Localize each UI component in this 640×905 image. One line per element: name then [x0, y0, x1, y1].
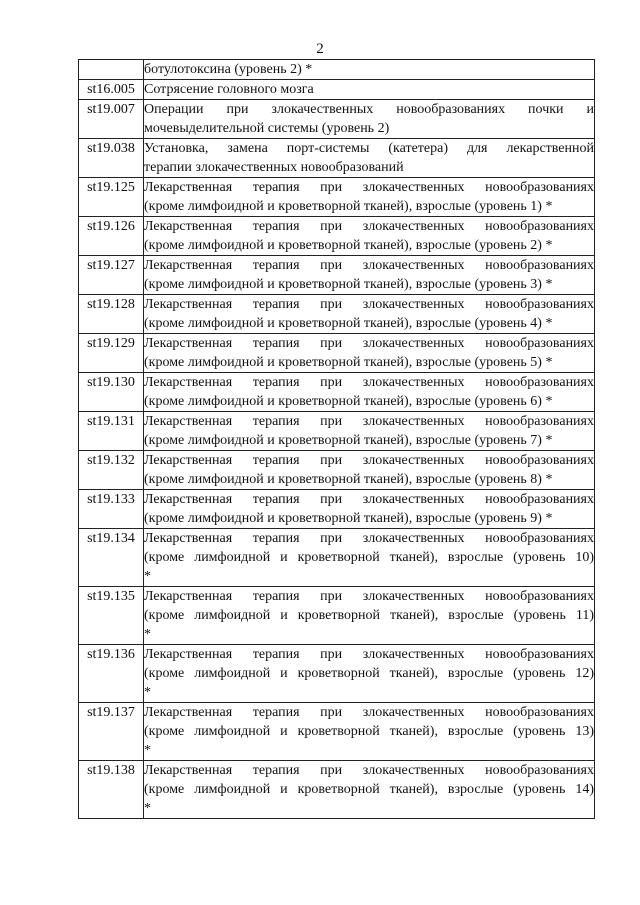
- table-row: [79, 60, 595, 80]
- row-description: [144, 80, 595, 100]
- description-line: Лекарственная терапия при злокачественных новообразованиях: [144, 180, 594, 195]
- row-code: st19.130: [79, 373, 144, 412]
- table-row: [79, 295, 595, 334]
- table-row: [79, 100, 595, 139]
- row-description: [144, 490, 595, 529]
- description-line: терапии злокачественных новообразований: [144, 160, 404, 175]
- row-code: st19.134: [79, 529, 144, 587]
- row-description: [144, 451, 595, 490]
- row-code: st19.126: [79, 217, 144, 256]
- row-description: [144, 295, 595, 334]
- table-row: [79, 217, 595, 256]
- row-code: st19.129: [79, 334, 144, 373]
- description-line: Лекарственная терапия при злокачественных новообразованиях: [144, 453, 594, 468]
- description-line: (кроме лимфоидной и кроветворной тканей), взрослые (уровень 10): [144, 550, 594, 565]
- row-code: st19.132: [79, 451, 144, 490]
- description-line: Лекарственная терапия при злокачественных новообразованиях: [144, 297, 594, 312]
- description-line: (кроме лимфоидной и кроветворной тканей), взрослые (уровень 5) *: [144, 355, 553, 370]
- row-code: st19.137: [79, 703, 144, 761]
- table-row: [79, 334, 595, 373]
- row-description: [144, 529, 595, 587]
- row-code: st19.135: [79, 587, 144, 645]
- table-row: [79, 529, 595, 587]
- row-description: [144, 256, 595, 295]
- row-code: st19.038: [79, 139, 144, 178]
- description-line: (кроме лимфоидной и кроветворной тканей), взрослые (уровень 7) *: [144, 433, 553, 448]
- description-line: мочевыделительной системы (уровень 2): [144, 121, 390, 136]
- table-row: [79, 645, 595, 703]
- description-line: (кроме лимфоидной и кроветворной тканей), взрослые (уровень 6) *: [144, 394, 553, 409]
- description-line: (кроме лимфоидной и кроветворной тканей), взрослые (уровень 4) *: [144, 316, 553, 331]
- description-line: Лекарственная терапия при злокачественных новообразованиях: [144, 647, 594, 662]
- table-row: [79, 703, 595, 761]
- description-line: (кроме лимфоидной и кроветворной тканей), взрослые (уровень 12): [144, 666, 594, 681]
- description-line: Лекарственная терапия при злокачественных новообразованиях: [144, 763, 594, 778]
- description-line: Сотрясение головного мозга: [144, 82, 314, 97]
- row-description: [144, 761, 595, 819]
- row-code: st19.125: [79, 178, 144, 217]
- description-line: Лекарственная терапия при злокачественных новообразованиях: [144, 705, 594, 720]
- table-row: [79, 451, 595, 490]
- description-line: *: [144, 685, 151, 700]
- table-body: [79, 60, 595, 819]
- row-description: [144, 178, 595, 217]
- description-line: *: [144, 743, 151, 758]
- description-line: (кроме лимфоидной и кроветворной тканей), взрослые (уровень 3) *: [144, 277, 553, 292]
- description-line: (кроме лимфоидной и кроветворной тканей), взрослые (уровень 1) *: [144, 199, 553, 214]
- description-line: Лекарственная терапия при злокачественных новообразованиях: [144, 414, 594, 429]
- row-code: st19.128: [79, 295, 144, 334]
- description-line: (кроме лимфоидной и кроветворной тканей), взрослые (уровень 8) *: [144, 472, 553, 487]
- description-line: (кроме лимфоидной и кроветворной тканей), взрослые (уровень 14): [144, 782, 594, 797]
- table-row: [79, 256, 595, 295]
- row-code: [79, 60, 144, 80]
- description-line: *: [144, 627, 151, 642]
- table-row: [79, 178, 595, 217]
- description-line: *: [144, 569, 151, 584]
- row-code: st19.136: [79, 645, 144, 703]
- description-line: ботулотоксина (уровень 2) *: [144, 62, 313, 77]
- row-description: [144, 60, 595, 80]
- codes-table: [78, 59, 595, 819]
- row-description: [144, 334, 595, 373]
- page-number: 2: [316, 41, 324, 57]
- row-code: st19.007: [79, 100, 144, 139]
- table-row: [79, 412, 595, 451]
- row-description: [144, 645, 595, 703]
- table-row: [79, 139, 595, 178]
- row-description: [144, 217, 595, 256]
- table-row: [79, 490, 595, 529]
- description-line: Лекарственная терапия при злокачественных новообразованиях: [144, 375, 594, 390]
- table-row: [79, 373, 595, 412]
- description-line: Лекарственная терапия при злокачественных новообразованиях: [144, 589, 594, 604]
- description-line: Операции при злокачественных новообразованиях почки и: [144, 102, 594, 117]
- row-description: [144, 100, 595, 139]
- row-description: [144, 703, 595, 761]
- description-line: Лекарственная терапия при злокачественных новообразованиях: [144, 258, 594, 273]
- table-row: [79, 587, 595, 645]
- description-line: Установка, замена порт-системы (катетера) для лекарственной: [144, 141, 594, 156]
- description-line: (кроме лимфоидной и кроветворной тканей), взрослые (уровень 9) *: [144, 511, 553, 526]
- description-line: (кроме лимфоидной и кроветворной тканей), взрослые (уровень 13): [144, 724, 594, 739]
- row-description: [144, 139, 595, 178]
- description-line: Лекарственная терапия при злокачественных новообразованиях: [144, 531, 594, 546]
- row-description: [144, 373, 595, 412]
- description-line: *: [144, 801, 151, 816]
- description-line: (кроме лимфоидной и кроветворной тканей), взрослые (уровень 11): [144, 608, 594, 623]
- row-description: [144, 587, 595, 645]
- row-code: st19.138: [79, 761, 144, 819]
- description-line: Лекарственная терапия при злокачественных новообразованиях: [144, 336, 594, 351]
- row-code: st19.127: [79, 256, 144, 295]
- row-code: st19.133: [79, 490, 144, 529]
- table-row: [79, 80, 595, 100]
- row-code: st19.131: [79, 412, 144, 451]
- description-line: (кроме лимфоидной и кроветворной тканей), взрослые (уровень 2) *: [144, 238, 553, 253]
- row-code: st16.005: [79, 80, 144, 100]
- description-line: Лекарственная терапия при злокачественных новообразованиях: [144, 219, 594, 234]
- row-description: [144, 412, 595, 451]
- table-row: [79, 761, 595, 819]
- description-line: Лекарственная терапия при злокачественных новообразованиях: [144, 492, 594, 507]
